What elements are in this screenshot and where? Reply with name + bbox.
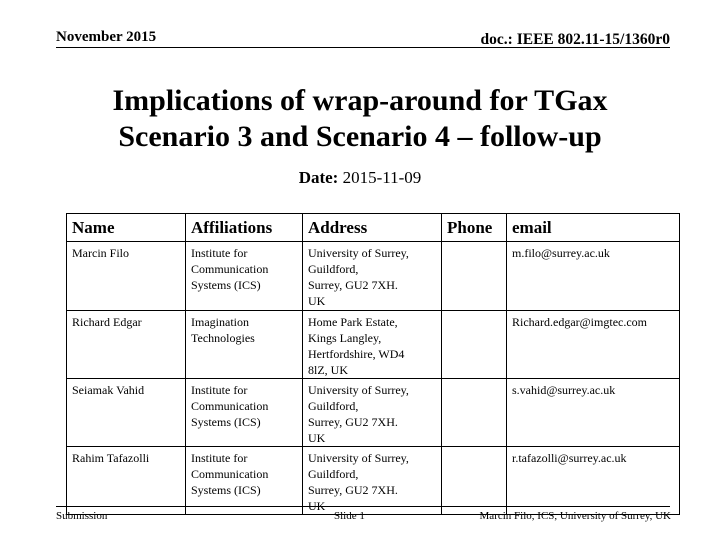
- cell-phone: [442, 447, 507, 515]
- cell-address: [303, 379, 442, 447]
- table-header-row: [67, 214, 680, 242]
- cell-affiliation: [186, 242, 303, 311]
- affiliation-line: Institute for: [191, 451, 248, 465]
- cell-phone: [442, 379, 507, 447]
- cell-name: Marcin Filo: [67, 242, 186, 311]
- affiliation-line: Communication: [191, 262, 269, 276]
- address-line: Guildford,: [308, 399, 359, 413]
- header-date: November 2015: [56, 29, 157, 45]
- cell-affiliation: [186, 447, 303, 515]
- cell-name: Richard Edgar: [67, 311, 186, 379]
- footer-divider: [56, 506, 670, 507]
- address-line: University of Surrey,: [308, 451, 409, 465]
- cell-address: [303, 447, 442, 515]
- address-line: UK: [308, 431, 326, 445]
- address-line: Guildford,: [308, 467, 359, 481]
- table-row: [67, 379, 680, 447]
- authors-table: [66, 213, 680, 515]
- affiliation-line: Imagination: [191, 315, 249, 329]
- date-line: [0, 168, 720, 188]
- table-row: [67, 242, 680, 311]
- address-line: Guildford,: [308, 262, 359, 276]
- address-line: UK: [308, 294, 326, 308]
- affiliation-line: Communication: [191, 399, 269, 413]
- header-email: email: [507, 214, 680, 242]
- header-phone: Phone: [442, 214, 507, 242]
- affiliation-line: Communication: [191, 467, 269, 481]
- cell-email: m.filo@surrey.ac.uk: [507, 242, 680, 311]
- cell-affiliation: [186, 379, 303, 447]
- affiliation-line: Systems (ICS): [191, 483, 261, 497]
- address-line: University of Surrey,: [308, 246, 409, 260]
- affiliation-line: Technologies: [191, 331, 255, 345]
- address-line: Surrey, GU2 7XH.: [308, 278, 398, 292]
- address-line: University of Surrey,: [308, 383, 409, 397]
- address-line: Surrey, GU2 7XH.: [308, 483, 398, 497]
- cell-name: Rahim Tafazolli: [67, 447, 186, 515]
- table-row: [67, 311, 680, 379]
- address-line: Hertfordshire, WD4: [308, 347, 405, 361]
- cell-address: [303, 242, 442, 311]
- footer-author: Marcin Filo, ICS, University of Surrey, UK: [479, 510, 671, 522]
- cell-address: [303, 311, 442, 379]
- affiliation-line: Systems (ICS): [191, 415, 261, 429]
- header-affiliations: Affiliations: [186, 214, 303, 242]
- cell-phone: [442, 311, 507, 379]
- slide-title-line-1: Implications of wrap-around for TGax: [112, 84, 608, 117]
- header-name: Name: [67, 214, 186, 242]
- affiliation-line: Institute for: [191, 383, 248, 397]
- slide-title: [40, 83, 680, 155]
- cell-affiliation: [186, 311, 303, 379]
- address-line: Kings Langley,: [308, 331, 382, 345]
- date-value: 2015-11-09: [342, 168, 422, 187]
- date-label: Date:: [298, 168, 339, 187]
- header-divider: [56, 47, 670, 48]
- cell-email: Richard.edgar@imgtec.com: [507, 311, 680, 379]
- header-doc-id: doc.: IEEE 802.11-15/1360r0: [480, 31, 670, 48]
- footer-slide-number: Slide 1: [334, 510, 365, 522]
- address-line: Home Park Estate,: [308, 315, 398, 329]
- cell-name: Seiamak Vahid: [67, 379, 186, 447]
- address-line: UK: [308, 499, 326, 513]
- address-line: Surrey, GU2 7XH.: [308, 415, 398, 429]
- affiliation-line: Systems (ICS): [191, 278, 261, 292]
- cell-email: s.vahid@surrey.ac.uk: [507, 379, 680, 447]
- footer-submission: Submission: [56, 510, 108, 522]
- cell-phone: [442, 242, 507, 311]
- slide-title-line-2: Scenario 3 and Scenario 4 – follow-up: [118, 120, 602, 153]
- table-row: [67, 447, 680, 515]
- address-line: 8lZ, UK: [308, 363, 348, 377]
- header-address: Address: [303, 214, 442, 242]
- affiliation-line: Institute for: [191, 246, 248, 260]
- cell-email: r.tafazolli@surrey.ac.uk: [507, 447, 680, 515]
